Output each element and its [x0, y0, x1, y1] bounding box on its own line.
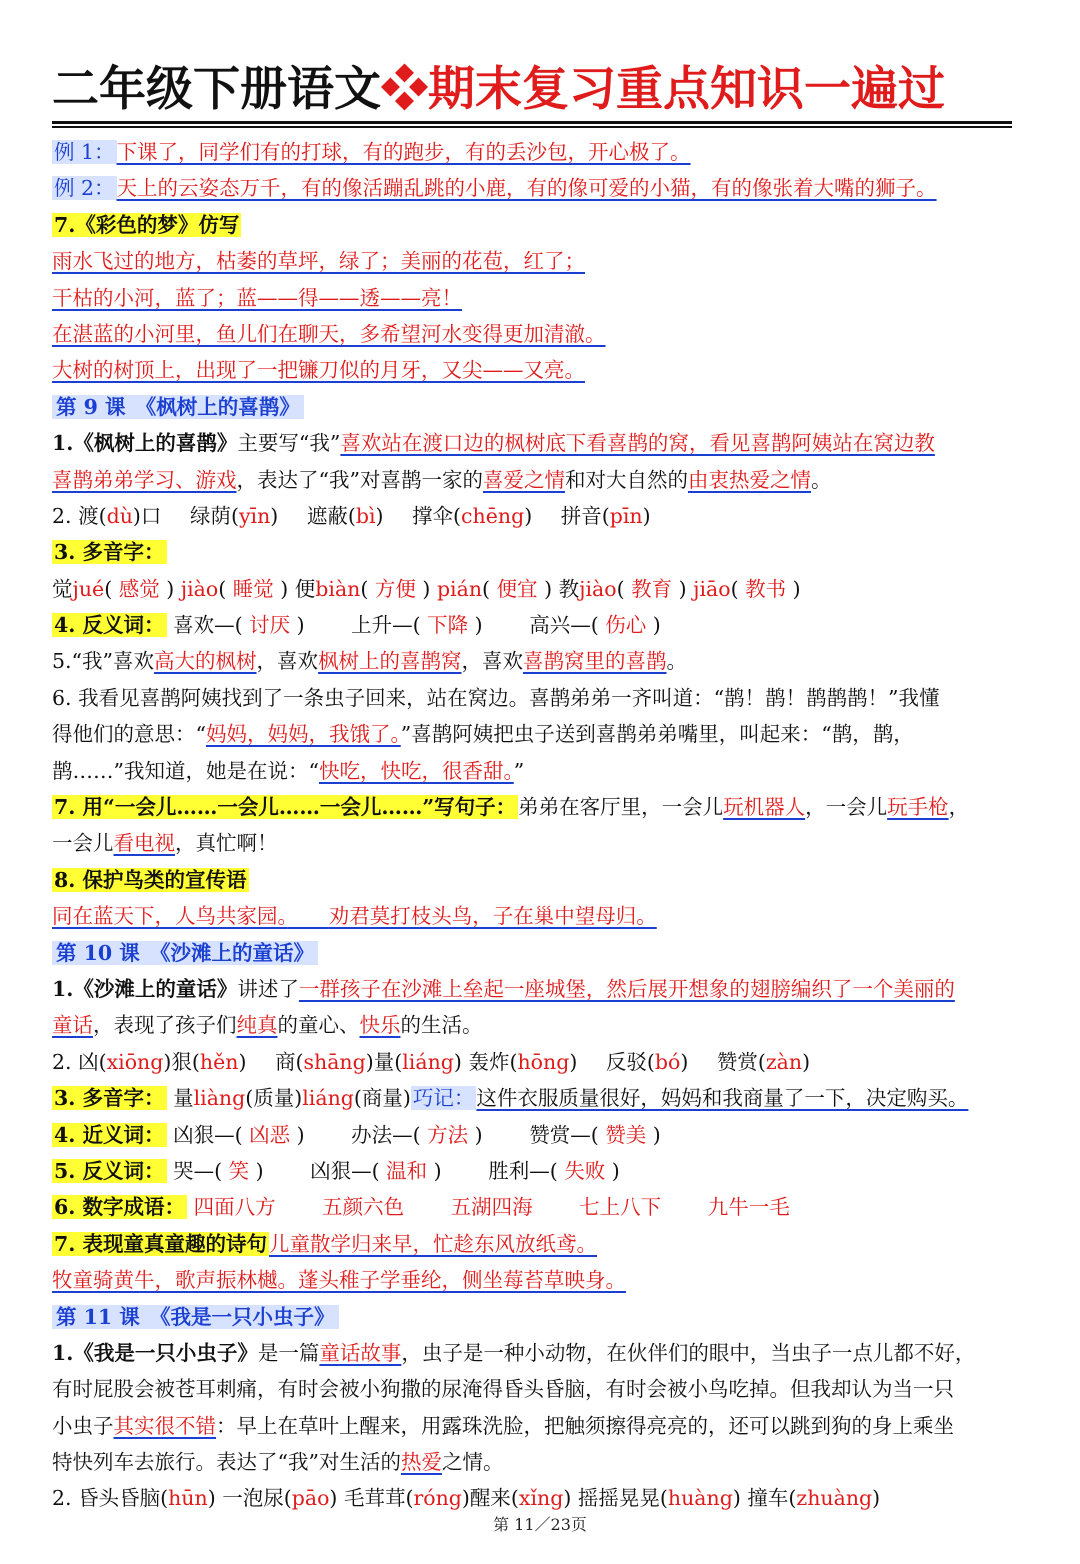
answer: 讨厌	[249, 613, 291, 638]
section-heading	[52, 207, 1032, 243]
answer-span: 枫树上的喜鹊窝	[318, 649, 462, 674]
text-span: 鹊……”我知道，她是在说：“	[52, 758, 319, 783]
text-span: 6. 我看见喜鹊阿姨找到了一条虫子回来，站在窝边。喜鹊弟弟一齐叫道：“鹊！鹊！鹊鹊鹊！”我懂	[52, 685, 940, 710]
pinyin: hōng	[517, 1049, 570, 1074]
answer: 伤心	[605, 613, 647, 638]
idiom: 五颜六色	[322, 1195, 405, 1220]
text-span: 小虫子	[52, 1413, 114, 1438]
lesson-11-summary-line4	[52, 1444, 1032, 1480]
pinyin: zhuàng	[796, 1486, 873, 1511]
lesson-10-pinyin	[52, 1044, 1032, 1080]
text-span: 之情。	[441, 1450, 504, 1475]
pinyin: shāng	[303, 1049, 366, 1074]
pinyin: zàn	[765, 1049, 803, 1074]
heading-text: 4. 反义词：	[54, 613, 165, 638]
pinyin: pāo	[291, 1486, 330, 1511]
answer-span: 喜鹊弟弟学习、游戏	[52, 467, 237, 492]
lesson-9-item6-line1	[52, 680, 1032, 716]
word: 轰炸	[468, 1049, 510, 1074]
word: 摇摇晃晃	[577, 1486, 660, 1511]
text-span: ，喜欢	[461, 649, 524, 674]
word: 量	[373, 1049, 395, 1074]
word: 喜欢	[173, 613, 215, 638]
lesson-9-summary-line1	[52, 425, 1032, 461]
pinyin: dù	[106, 503, 133, 528]
heading-text: 7. 用“一会儿……一会儿……一会儿……”写句子：	[54, 795, 517, 820]
title-rule	[52, 121, 1012, 124]
word: 教	[558, 576, 580, 601]
text-span: 1.《我是一只小虫子》	[52, 1340, 258, 1365]
lesson-10-poem-line1	[52, 1226, 1032, 1262]
page-title	[52, 58, 1012, 122]
example-label: 例 1：	[54, 140, 115, 164]
answer: 温和	[386, 1158, 428, 1183]
answer-span: 玩机器人	[723, 795, 806, 820]
answer: 凶恶	[249, 1122, 291, 1147]
heading-text: 3. 多音字：	[54, 540, 165, 565]
title-part2: 期末复习重点知识一遍过	[428, 62, 945, 117]
answer-span: 妈妈，妈妈，我饿了。	[205, 722, 401, 747]
example-word: 感觉	[118, 576, 160, 601]
text-span: 得他们的意思：“	[52, 722, 206, 747]
pinyin: liáng	[402, 1049, 454, 1074]
answer-span: 童话故事	[319, 1340, 402, 1365]
content	[52, 134, 1032, 1517]
word: 便	[294, 576, 316, 601]
pinyin: jué	[72, 576, 105, 601]
answer-span: 童话	[52, 1013, 93, 1038]
heading-text: 5. 反义词：	[54, 1158, 165, 1183]
text-span: 1.《枫树上的喜鹊》	[52, 431, 238, 456]
lesson-title: 第 11 课 《我是一只小虫子》	[52, 1305, 339, 1329]
item-number: 2.	[52, 1486, 72, 1511]
answer-span: 高大的枫树	[154, 649, 257, 674]
lesson-11-summary-line1	[52, 1335, 1032, 1371]
word-suffix: 口	[140, 503, 162, 528]
example-word: 教书	[745, 576, 787, 601]
example-text: 下课了，同学们有的打球，有的跑步，有的丢沙包，开心极了。	[116, 140, 691, 164]
lesson-10-synonyms: 4. 近义词： 凶狠—( 凶恶 ) 办法—( 方法 ) 赞赏—( 赞美 )	[54, 1122, 661, 1147]
pinyin: jiào	[579, 576, 617, 601]
word: 拼音	[560, 503, 602, 528]
text-span: 1.《沙滩上的童话》	[52, 976, 238, 1001]
answer: 方法	[427, 1122, 469, 1147]
example-word: 教育	[631, 576, 673, 601]
text-span: 。	[810, 467, 832, 492]
lesson-11-heading	[52, 1299, 1032, 1335]
pinyin: yīn	[238, 503, 271, 528]
example-word: 睡觉	[232, 576, 274, 601]
pinyin: xiōng	[106, 1049, 164, 1074]
word: 上升	[351, 613, 393, 638]
lesson-9-polyphone-heading	[52, 534, 1032, 570]
word: 哭	[173, 1158, 194, 1183]
lesson-9-item7-line1	[52, 789, 1032, 825]
lesson-10-summary-line2	[52, 1007, 1032, 1043]
text-span: 有时屁股会被苍耳刺痛，有时会被小狗撒的尿淹得昏头昏脑，有时会被小鸟吃掉。但我却认为当一只	[52, 1377, 954, 1402]
pinyin-item: 反驳(bó)	[605, 1049, 689, 1074]
poem: 儿童散学归来早，忙趁东风放纸鸢。	[269, 1231, 598, 1256]
heading-text: 6. 数字成语：	[54, 1195, 186, 1220]
lesson-10-idioms	[52, 1189, 1032, 1225]
heading-text: 8. 保护鸟类的宣传语	[54, 867, 247, 892]
text-span: ”	[513, 758, 525, 783]
word: 绿荫	[189, 503, 231, 528]
pinyin: bì	[355, 503, 376, 528]
pinyin: hěn	[199, 1049, 239, 1074]
text-span: ，一会儿	[805, 795, 888, 820]
pinyin: bó	[654, 1049, 681, 1074]
pinyin-item: 赞赏(zàn)	[716, 1049, 811, 1074]
lesson-9-item8-heading	[52, 862, 1032, 898]
lesson-10-poem-line2	[52, 1262, 1032, 1298]
pinyin-item: 狠(hěn)	[171, 1049, 247, 1074]
lesson-10-heading	[52, 935, 1032, 971]
pinyin: chēng	[461, 503, 525, 528]
answer-span: 看电视	[113, 831, 175, 856]
word: 凶狠	[310, 1158, 352, 1183]
text-span: 讲述了	[237, 976, 299, 1001]
pinyin-item: 绿荫(yīn)	[189, 503, 279, 528]
item-number: 2.	[52, 503, 72, 528]
example-word: 便宜	[496, 576, 538, 601]
word: 反驳	[605, 1049, 647, 1074]
pinyin-item: 一泡尿(pāo)	[222, 1486, 338, 1511]
answer-span: 玩手枪	[887, 795, 949, 820]
idiom: 七上八下	[579, 1195, 662, 1220]
word: 醒来	[469, 1486, 511, 1511]
pinyin: róng	[413, 1486, 462, 1511]
heading-text: 3. 多音字：	[54, 1086, 165, 1111]
tip-label: 巧记：	[412, 1086, 475, 1111]
lesson-10-polyphone: 3. 多音字： 量liàng(质量)liáng(商量)巧记：这件衣服质量很好，妈妈和我商量了一下，决定购买。	[54, 1086, 969, 1111]
text-span: ”喜鹊阿姨把虫子送到喜鹊弟弟嘴里，叫起来：“鹊，鹊，	[400, 722, 914, 747]
pinyin-item: 撞车(zhuàng)	[747, 1486, 881, 1511]
pinyin: hūn	[168, 1486, 208, 1511]
answer-span: 纯真	[236, 1013, 278, 1038]
imitation-line	[52, 243, 1032, 279]
word: 赞赏	[529, 1122, 571, 1147]
poem: 牧童骑黄牛，歌声振林樾。蓬头稚子学垂纶，侧坐莓苔草映身。	[52, 1268, 626, 1293]
word: 赞赏	[716, 1049, 758, 1074]
idiom: 四面八方	[193, 1195, 276, 1220]
imitation-text: 干枯的小河，蓝了；蓝——得——透——亮！	[52, 285, 462, 310]
lesson-9-item5	[52, 643, 1032, 679]
title-rule-thin	[52, 126, 1012, 128]
pinyin: xǐng	[518, 1486, 564, 1511]
title-separator: ❖	[381, 62, 428, 117]
text-span: 主要写“我”	[237, 431, 341, 456]
slogan: 同在蓝天下，人鸟共家园。	[52, 904, 288, 929]
answer-span: 其实很不错	[113, 1413, 216, 1438]
heading-text: 4. 近义词：	[54, 1122, 165, 1147]
word: 胜利	[488, 1158, 530, 1183]
pinyin-item: 渡(dù)口	[78, 503, 162, 528]
heading-text: 7.《彩色的梦》仿写	[54, 212, 240, 237]
imitation-line	[52, 280, 1032, 316]
imitation-text: 大树的树顶上，出现了一把镰刀似的月牙，又尖——又亮。	[52, 358, 585, 383]
text-span: ，真忙啊！	[175, 831, 278, 856]
example-1	[52, 134, 1032, 170]
word: 遮蔽	[306, 503, 348, 528]
imitation-text: 雨水飞过的地方，枯萎的草坪，绿了；美丽的花苞，红了；	[52, 249, 585, 274]
text-span: 。	[666, 649, 688, 674]
lesson-title: 第 9 课 《枫树上的喜鹊》	[52, 395, 304, 419]
pinyin-item: 量(liáng)	[373, 1049, 462, 1074]
answer-span: 快乐	[359, 1013, 401, 1038]
word: 毛茸茸	[343, 1486, 406, 1511]
word: 狠	[171, 1049, 192, 1074]
lesson-9-item7-line2	[52, 825, 1032, 861]
example-word: 商量	[361, 1086, 403, 1111]
lesson-9-pinyin	[52, 498, 1032, 534]
text-span: ，	[948, 795, 970, 820]
example-word: 方便	[374, 576, 416, 601]
imitation-line	[52, 352, 1032, 388]
word: 高兴	[529, 613, 571, 638]
word: 商	[274, 1049, 296, 1074]
pinyin: pīn	[609, 503, 643, 528]
lesson-9-polyphones: 觉jué( 感觉 ) jiào( 睡觉 ) 便biàn( 方便 ) pián( 便宜 ) 教jiào( 教育 ) jiāo( 教书 )	[52, 576, 801, 601]
pinyin: jiāo	[693, 576, 731, 601]
pinyin-item: 轰炸(hōng)	[468, 1049, 578, 1074]
word: 凶狠	[173, 1122, 215, 1147]
text-span: ：早上在草叶上醒来，用露珠洗脸，把触须擦得亮亮的，还可以跳到狗的身上乘坐	[216, 1413, 954, 1438]
title-part1: 二年级下册语文	[52, 62, 381, 117]
example-label: 例 2：	[54, 176, 115, 201]
text-span: ，表达了“我”对喜鹊一家的	[236, 467, 483, 492]
pinyin-item: 商(shāng)	[274, 1049, 374, 1074]
pinyin: liàng	[193, 1086, 246, 1111]
word: 一泡尿	[222, 1486, 284, 1511]
text-span: 特快列车去旅行。表达了“我”对生活的	[52, 1450, 401, 1475]
text-span: 一会儿	[52, 831, 114, 856]
word: 撑伞	[412, 503, 454, 528]
text-span: 5.“我”喜欢	[52, 649, 155, 674]
page-number: 第 11／23页	[493, 1515, 587, 1534]
lesson-title: 第 10 课 《沙滩上的童话》	[52, 941, 318, 965]
lesson-10-summary-line1	[52, 971, 1032, 1007]
word: 渡	[78, 503, 99, 528]
pinyin-item: 毛茸茸(róng)	[343, 1486, 470, 1511]
imitation-line	[52, 316, 1032, 352]
pinyin-item: 凶(xiōng)	[78, 1049, 172, 1074]
word: 凶	[78, 1049, 99, 1074]
idiom: 九牛一毛	[707, 1195, 790, 1220]
pinyin-item: 昏头昏脑(hūn)	[78, 1486, 216, 1511]
answer: 赞美	[605, 1122, 647, 1147]
text-span: 是一篇	[257, 1340, 320, 1365]
lesson-9-antonyms: 4. 反义词： 喜欢—( 讨厌 ) 上升—( 下降 ) 高兴—( 伤心 )	[54, 613, 661, 638]
lesson-11-summary-line2	[52, 1371, 1032, 1407]
lesson-9-summary-line2	[52, 462, 1032, 498]
text-span: 的生活。	[400, 1013, 483, 1038]
answer: 笑	[228, 1158, 250, 1183]
pinyin: pián	[436, 576, 483, 601]
text-span: ，表现了孩子们	[93, 1013, 237, 1038]
answer-span: 喜爱之情	[482, 467, 565, 492]
lesson-10-antonyms: 5. 反义词： 哭—( 笑 ) 凶狠—( 温和 ) 胜利—( 失败 )	[54, 1158, 620, 1183]
pinyin: jiào	[180, 576, 219, 601]
pinyin-item: 醒来(xǐng)	[469, 1486, 572, 1511]
text-span: 的童心、	[277, 1013, 360, 1038]
answer: 下降	[427, 613, 469, 638]
text-span: ，喜欢	[256, 649, 319, 674]
example-text: 天上的云姿态万千，有的像活蹦乱跳的小鹿，有的像可爱的小猫，有的像张着大嘴的狮子。	[116, 176, 937, 201]
imitation-text: 在湛蓝的小河里，鱼儿们在聊天，多希望河水变得更加清澈。	[52, 321, 606, 346]
answer-span: 一群孩子在沙滩上垒起一座城堡，然后展开想象的翅膀编织了一个美丽的	[298, 976, 955, 1001]
text-span: ，虫子是一种小动物，在伙伴们的眼中，当虫子一点儿都不好，	[401, 1340, 976, 1365]
text-span: 弟弟在客厅里，一会儿	[518, 795, 724, 820]
example-word: 质量	[253, 1086, 295, 1111]
pinyin-item: 拼音(pīn)	[560, 503, 651, 528]
text-span: 和对大自然的	[564, 467, 688, 492]
pinyin-item: 遮蔽(bì)	[306, 503, 384, 528]
tip-text: 这件衣服质量很好，妈妈和我商量了一下，决定购买。	[476, 1086, 969, 1111]
word: 撞车	[747, 1486, 789, 1511]
pinyin-item: 摇摇晃晃(huàng)	[577, 1486, 741, 1511]
lesson-9-item6-line3	[52, 753, 1032, 789]
word: 办法	[351, 1122, 393, 1147]
pinyin: huàng	[667, 1486, 733, 1511]
lesson-9-slogans	[52, 898, 1032, 934]
lesson-9-heading	[52, 389, 1032, 425]
heading-text: 7. 表现童真童趣的诗句	[54, 1231, 268, 1256]
word: 昏头昏脑	[78, 1486, 161, 1511]
idiom: 五湖四海	[450, 1195, 533, 1220]
answer-span: 喜鹊窝里的喜鹊	[523, 649, 667, 674]
item-number: 2.	[52, 1049, 72, 1074]
word: 量	[173, 1086, 194, 1111]
pinyin: biàn	[315, 576, 361, 601]
answer: 失败	[564, 1158, 606, 1183]
word: 觉	[52, 576, 73, 601]
answer-span: 快吃，快吃，很香甜。	[318, 758, 514, 783]
pinyin: liáng	[302, 1086, 354, 1111]
answer-span: 热爱	[400, 1450, 442, 1475]
answer-span: 由衷热爱之情	[687, 467, 811, 492]
slogan: 劝君莫打枝头鸟，子在巢中望母归。	[328, 904, 657, 929]
pinyin-item: 撑伞(chēng)	[412, 503, 533, 528]
answer-span: 喜欢站在渡口边的枫树底下看喜鹊的窝，看见喜鹊阿姨站在窝边教	[340, 431, 935, 456]
lesson-9-item6-line2	[52, 716, 1032, 752]
lesson-11-summary-line3	[52, 1408, 1032, 1444]
example-2	[52, 170, 1032, 206]
